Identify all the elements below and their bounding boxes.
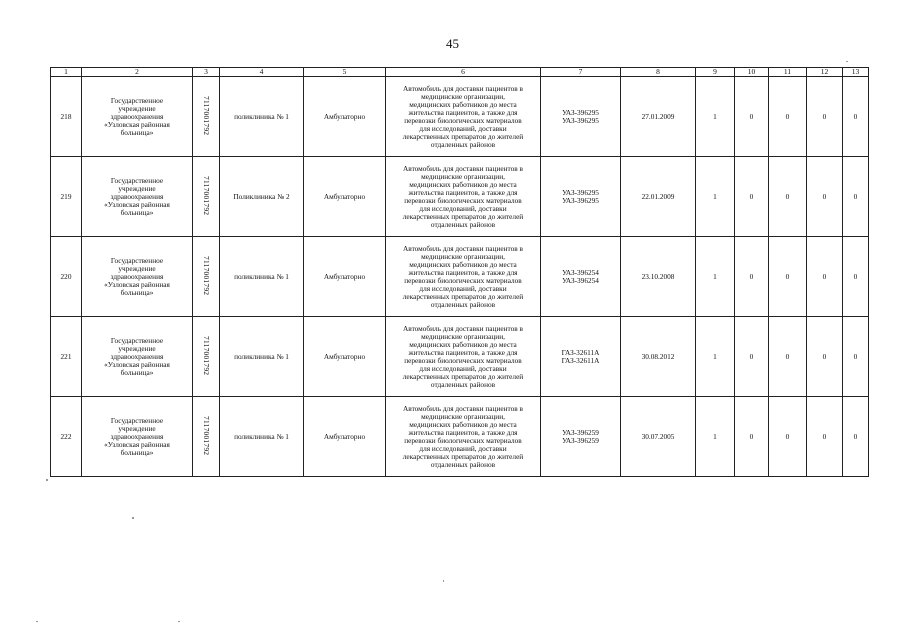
purpose-line: медицинских работников до места bbox=[409, 339, 517, 349]
column-11-cell: 0 bbox=[769, 317, 807, 397]
tax-code-text: 7117001792 bbox=[202, 335, 211, 376]
row-number-cell: 219 bbox=[51, 157, 82, 237]
column-13-cell: 0 bbox=[843, 157, 869, 237]
purpose-line: медицинские организации, bbox=[421, 331, 505, 341]
purpose-line: перевозки биологических материалов bbox=[404, 115, 522, 125]
vehicle-model-line: УАЗ-396295 bbox=[562, 107, 599, 117]
institution-line: учреждение bbox=[118, 263, 156, 273]
column-11-cell: 0 bbox=[769, 237, 807, 317]
care-type-cell: Амбулаторно bbox=[304, 237, 386, 317]
subdivision-cell: поликлиника № 1 bbox=[220, 77, 304, 157]
column-number-row bbox=[51, 68, 869, 77]
institution-line: Государственное bbox=[110, 255, 164, 265]
column-9-cell: 1 bbox=[696, 317, 735, 397]
institution-line: здравоохранения bbox=[110, 431, 164, 441]
date-cell: 23.10.2008 bbox=[621, 237, 696, 317]
purpose-line: перевозки биологических материалов bbox=[404, 275, 522, 285]
institution-line: «Узловская районная bbox=[104, 359, 170, 369]
purpose-line: отдаленных районов bbox=[430, 299, 496, 309]
column-number-1: 1 bbox=[51, 68, 82, 77]
institution-line: больница» bbox=[120, 287, 154, 297]
institution-line: здравоохранения bbox=[110, 111, 164, 121]
column-12-cell: 0 bbox=[807, 237, 843, 317]
column-number-2: 2 bbox=[82, 68, 193, 77]
purpose-line: медицинских работников до места bbox=[409, 259, 517, 269]
column-number-11: 11 bbox=[769, 68, 807, 77]
purpose-cell bbox=[386, 77, 541, 157]
purpose-line: для исследований, доставки bbox=[419, 123, 507, 133]
institution-cell bbox=[82, 157, 193, 237]
table-row bbox=[51, 317, 869, 397]
scan-speck bbox=[846, 61, 848, 62]
institution-line: учреждение bbox=[118, 183, 156, 193]
purpose-line: Автомобиль для доставки пациентов в bbox=[403, 163, 523, 173]
table-row bbox=[51, 77, 869, 157]
purpose-line: медицинские организации, bbox=[421, 411, 505, 421]
institution-line: «Узловская районная bbox=[104, 279, 170, 289]
column-10-cell: 0 bbox=[735, 157, 769, 237]
vehicle-model-line: УАЗ-396254 bbox=[562, 275, 599, 285]
vehicle-model-cell bbox=[541, 157, 621, 237]
institution-line: «Узловская районная bbox=[104, 439, 170, 449]
tax-code-cell bbox=[193, 237, 220, 317]
vehicle-model-line: УАЗ-396259 bbox=[562, 427, 599, 437]
purpose-line: медицинских работников до места bbox=[409, 99, 517, 109]
institution-line: «Узловская районная bbox=[104, 199, 170, 209]
purpose-line: жительства пациентов, а также для bbox=[408, 427, 518, 437]
purpose-line: отдаленных районов bbox=[430, 459, 496, 469]
row-number-cell: 220 bbox=[51, 237, 82, 317]
vehicle-registry-table bbox=[50, 67, 869, 477]
page-number: 45 bbox=[446, 36, 459, 51]
purpose-line: медицинские организации, bbox=[421, 171, 505, 181]
purpose-line: медицинские организации, bbox=[421, 91, 505, 101]
row-number-cell: 218 bbox=[51, 77, 82, 157]
scan-speck bbox=[46, 479, 48, 481]
purpose-line: отдаленных районов bbox=[430, 219, 496, 229]
column-10-cell: 0 bbox=[735, 77, 769, 157]
table-row bbox=[51, 397, 869, 477]
purpose-line: Автомобиль для доставки пациентов в bbox=[403, 403, 523, 413]
purpose-line: лекарственных препаратов до жителей bbox=[402, 371, 524, 381]
tax-code-text: 7117001792 bbox=[202, 95, 211, 136]
table-row bbox=[51, 157, 869, 237]
subdivision-cell: поликлиника № 1 bbox=[220, 317, 304, 397]
purpose-cell bbox=[386, 397, 541, 477]
vehicle-model-cell bbox=[541, 317, 621, 397]
purpose-line: Автомобиль для доставки пациентов в bbox=[403, 243, 523, 253]
column-13-cell: 0 bbox=[843, 317, 869, 397]
institution-line: больница» bbox=[120, 127, 154, 137]
vehicle-model-cell bbox=[541, 397, 621, 477]
tax-code-text: 7117001792 bbox=[202, 175, 211, 216]
institution-cell bbox=[82, 237, 193, 317]
column-number-7: 7 bbox=[541, 68, 621, 77]
purpose-line: медицинских работников до места bbox=[409, 419, 517, 429]
column-9-cell: 1 bbox=[696, 237, 735, 317]
column-number-12: 12 bbox=[807, 68, 843, 77]
scan-speck bbox=[36, 621, 38, 622]
date-cell: 27.01.2009 bbox=[621, 77, 696, 157]
scan-speck bbox=[132, 517, 134, 519]
purpose-line: медицинские организации, bbox=[421, 251, 505, 261]
vehicle-model-cell bbox=[541, 77, 621, 157]
purpose-line: медицинских работников до места bbox=[409, 179, 517, 189]
care-type-cell: Амбулаторно bbox=[304, 317, 386, 397]
row-number-cell: 221 bbox=[51, 317, 82, 397]
institution-line: больница» bbox=[120, 367, 154, 377]
subdivision-cell: Поликлиника № 2 bbox=[220, 157, 304, 237]
institution-cell bbox=[82, 317, 193, 397]
purpose-line: лекарственных препаратов до жителей bbox=[402, 451, 524, 461]
column-number-5: 5 bbox=[304, 68, 386, 77]
vehicle-model-line: УАЗ-396295 bbox=[562, 115, 599, 125]
scan-speck bbox=[178, 621, 180, 622]
purpose-line: для исследований, доставки bbox=[419, 283, 507, 293]
purpose-cell bbox=[386, 157, 541, 237]
column-13-cell: 0 bbox=[843, 237, 869, 317]
vehicle-model-line: УАЗ-396295 bbox=[562, 195, 599, 205]
institution-line: здравоохранения bbox=[110, 351, 164, 361]
purpose-line: лекарственных препаратов до жителей bbox=[402, 211, 524, 221]
column-11-cell: 0 bbox=[769, 77, 807, 157]
purpose-line: жительства пациентов, а также для bbox=[408, 107, 518, 117]
institution-line: Государственное bbox=[110, 415, 164, 425]
row-number-cell: 222 bbox=[51, 397, 82, 477]
purpose-line: жительства пациентов, а также для bbox=[408, 347, 518, 357]
care-type-cell: Амбулаторно bbox=[304, 157, 386, 237]
tax-code-cell bbox=[193, 157, 220, 237]
subdivision-cell: поликлиника № 1 bbox=[220, 237, 304, 317]
institution-line: больница» bbox=[120, 447, 154, 457]
vehicle-model-line: ГАЗ-32611А bbox=[561, 347, 600, 357]
column-12-cell: 0 bbox=[807, 77, 843, 157]
column-12-cell: 0 bbox=[807, 397, 843, 477]
column-number-8: 8 bbox=[621, 68, 696, 77]
column-9-cell: 1 bbox=[696, 397, 735, 477]
date-cell: 30.08.2012 bbox=[621, 317, 696, 397]
vehicle-model-line: УАЗ-396259 bbox=[562, 435, 599, 445]
institution-line: Государственное bbox=[110, 95, 164, 105]
purpose-line: перевозки биологических материалов bbox=[404, 435, 522, 445]
column-12-cell: 0 bbox=[807, 317, 843, 397]
tax-code-text: 7117001792 bbox=[202, 255, 211, 296]
tax-code-cell bbox=[193, 77, 220, 157]
table-body bbox=[51, 68, 869, 477]
date-cell: 30.07.2005 bbox=[621, 397, 696, 477]
purpose-line: для исследований, доставки bbox=[419, 363, 507, 373]
purpose-line: отдаленных районов bbox=[430, 379, 496, 389]
purpose-line: отдаленных районов bbox=[430, 139, 496, 149]
purpose-line: для исследований, доставки bbox=[419, 443, 507, 453]
vehicle-model-cell bbox=[541, 237, 621, 317]
institution-line: Государственное bbox=[110, 175, 164, 185]
tax-code-text: 7117001792 bbox=[202, 415, 211, 456]
column-9-cell: 1 bbox=[696, 77, 735, 157]
column-number-9: 9 bbox=[696, 68, 735, 77]
institution-line: учреждение bbox=[118, 103, 156, 113]
purpose-line: лекарственных препаратов до жителей bbox=[402, 131, 524, 141]
column-number-10: 10 bbox=[735, 68, 769, 77]
institution-line: Государственное bbox=[110, 335, 164, 345]
purpose-line: жительства пациентов, а также для bbox=[408, 267, 518, 277]
vehicle-model-line: ГАЗ-32611А bbox=[561, 355, 600, 365]
institution-line: «Узловская районная bbox=[104, 119, 170, 129]
vehicle-model-line: УАЗ-396254 bbox=[562, 267, 599, 277]
purpose-line: перевозки биологических материалов bbox=[404, 355, 522, 365]
institution-line: учреждение bbox=[118, 423, 156, 433]
subdivision-cell: поликлиника № 1 bbox=[220, 397, 304, 477]
tax-code-cell bbox=[193, 397, 220, 477]
institution-line: учреждение bbox=[118, 343, 156, 353]
column-12-cell: 0 bbox=[807, 157, 843, 237]
column-number-6: 6 bbox=[386, 68, 541, 77]
vehicle-model-line: УАЗ-396295 bbox=[562, 187, 599, 197]
column-9-cell: 1 bbox=[696, 157, 735, 237]
care-type-cell: Амбулаторно bbox=[304, 77, 386, 157]
purpose-line: для исследований, доставки bbox=[419, 203, 507, 213]
column-11-cell: 0 bbox=[769, 397, 807, 477]
purpose-line: перевозки биологических материалов bbox=[404, 195, 522, 205]
table-row bbox=[51, 237, 869, 317]
date-cell: 22.01.2009 bbox=[621, 157, 696, 237]
institution-cell bbox=[82, 397, 193, 477]
purpose-cell bbox=[386, 237, 541, 317]
column-13-cell: 0 bbox=[843, 397, 869, 477]
column-10-cell: 0 bbox=[735, 317, 769, 397]
column-13-cell: 0 bbox=[843, 77, 869, 157]
institution-line: больница» bbox=[120, 207, 154, 217]
scan-speck bbox=[443, 580, 444, 582]
column-10-cell: 0 bbox=[735, 237, 769, 317]
column-11-cell: 0 bbox=[769, 157, 807, 237]
purpose-line: жительства пациентов, а также для bbox=[408, 187, 518, 197]
column-number-4: 4 bbox=[220, 68, 304, 77]
purpose-cell bbox=[386, 317, 541, 397]
care-type-cell: Амбулаторно bbox=[304, 397, 386, 477]
institution-line: здравоохранения bbox=[110, 271, 164, 281]
institution-cell bbox=[82, 77, 193, 157]
purpose-line: лекарственных препаратов до жителей bbox=[402, 291, 524, 301]
tax-code-cell bbox=[193, 317, 220, 397]
purpose-line: Автомобиль для доставки пациентов в bbox=[403, 323, 523, 333]
column-10-cell: 0 bbox=[735, 397, 769, 477]
purpose-line: Автомобиль для доставки пациентов в bbox=[403, 83, 523, 93]
column-number-3: 3 bbox=[193, 68, 220, 77]
institution-line: здравоохранения bbox=[110, 191, 164, 201]
column-number-13: 13 bbox=[843, 68, 869, 77]
